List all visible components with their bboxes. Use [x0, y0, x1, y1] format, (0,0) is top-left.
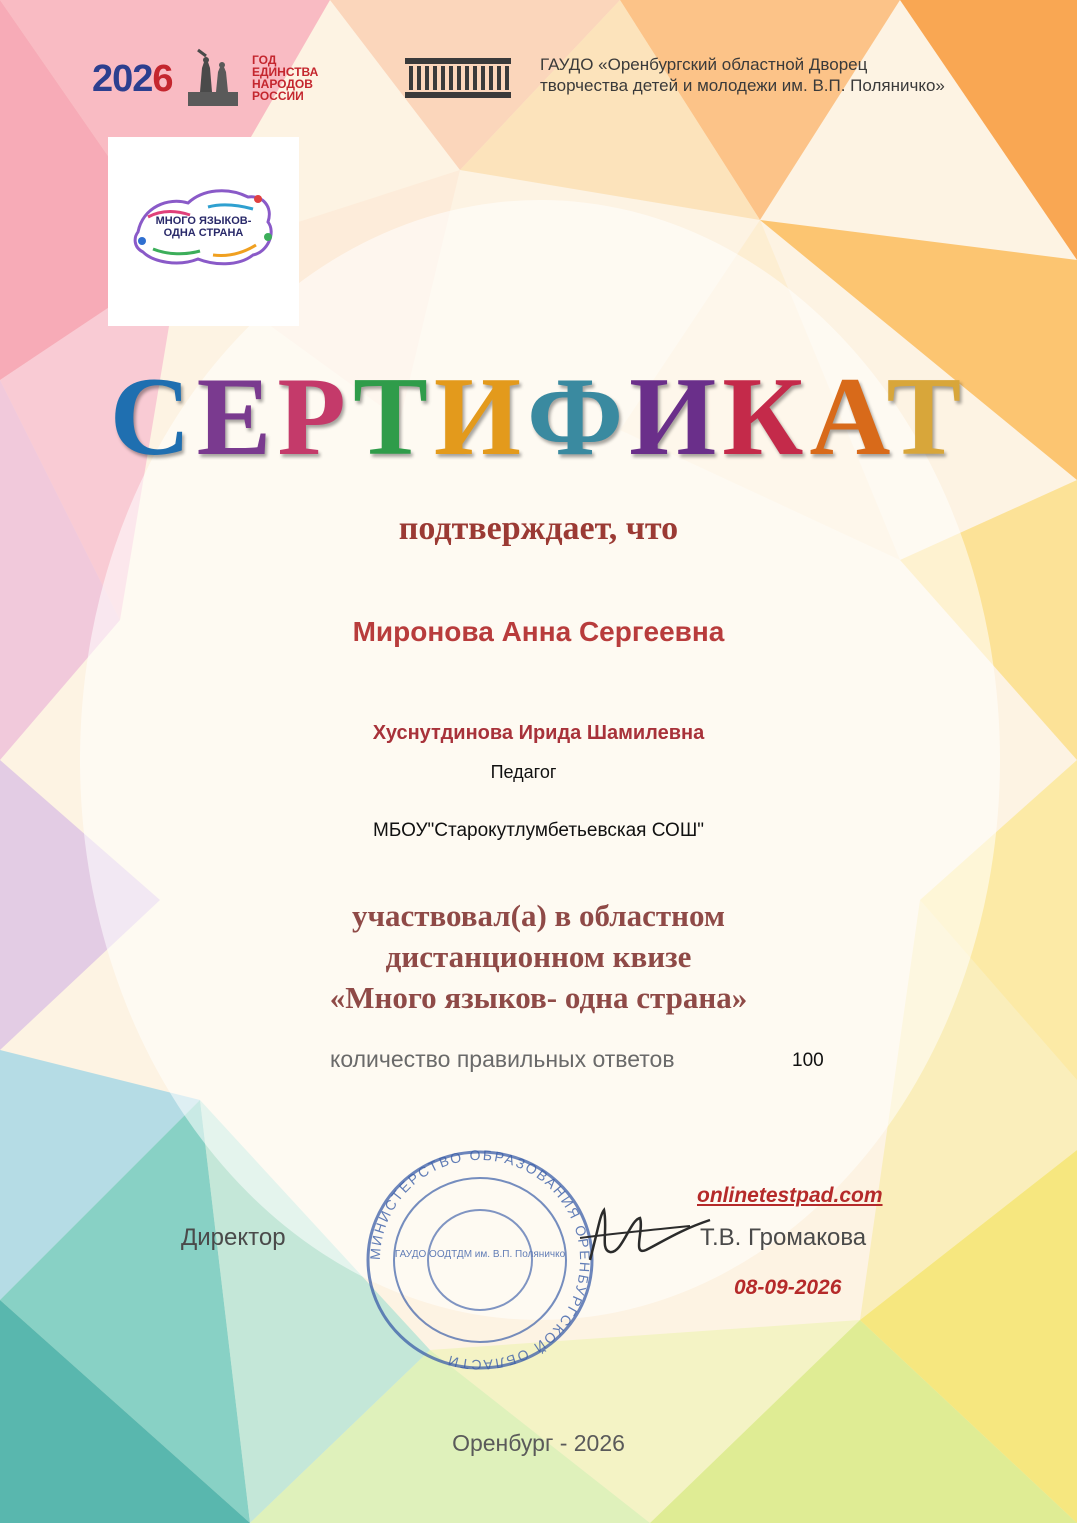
title-letter: Е: [196, 355, 278, 479]
year-logo-caption: ГОД ЕДИНСТВА НАРОДОВ РОССИИ: [252, 53, 319, 103]
seal-inner-text: ГАУДО ООДТДМ им. В.П. Поляничко: [394, 1249, 566, 1260]
palace-building-icon: [403, 56, 513, 100]
recipient-name: Миронова Анна Сергеевна: [352, 616, 725, 647]
teacher-name: Хуснутдинова Ирида Шамилевна: [372, 722, 705, 744]
year-of-unity-logo: [92, 48, 332, 116]
website-link[interactable]: onlinetestpad.com: [697, 1184, 883, 1207]
organization-name: ГАУДО «Оренбургский областной Дворец творчества детей и молодежи им. В.П. Поляничко»: [540, 55, 945, 95]
quiz-logo: [108, 137, 299, 326]
participation-text: участвовал(а) в областном дистанционном квизе «Много языков- одна страна»: [329, 898, 748, 1015]
title-letter: Т: [353, 355, 434, 479]
quiz-logo-caption: МНОГО ЯЗЫКОВ- ОДНА СТРАНА: [155, 215, 252, 239]
confirms-text: подтверждает, что: [398, 510, 679, 547]
seal-ring-text: МИНИСТЕРСТВО ОБРАЗОВАНИЯ ОРЕНБУРГСКОЙ ОБЛАСТИ: [366, 1146, 594, 1374]
title-letter: И: [629, 355, 723, 479]
official-seal: [360, 1145, 600, 1375]
title-letter: И: [433, 355, 527, 479]
score-label: количество правильных ответов: [330, 1046, 675, 1072]
city-year: Оренбург - 2026: [452, 1430, 625, 1456]
score-value: 100: [792, 1050, 824, 1071]
year-logo-number: 2026: [92, 58, 173, 100]
title-letter: Ф: [526, 355, 630, 479]
director-name: Т.В. Громакова: [700, 1224, 867, 1251]
certificate-title: [0, 352, 1077, 482]
title-letter: К: [722, 355, 810, 479]
teacher-position: Педагог: [490, 762, 557, 782]
monument-icon: [178, 48, 248, 108]
issue-date: 08-09-2026: [734, 1276, 842, 1299]
title-letter: Р: [277, 355, 354, 479]
school-name: МБОУ"Старокутлумбетьевская СОШ": [373, 820, 704, 841]
director-label: Директор: [181, 1224, 286, 1251]
title-letter: Т: [886, 355, 968, 479]
title-letter: А: [809, 355, 887, 479]
title-letter: С: [109, 355, 197, 479]
